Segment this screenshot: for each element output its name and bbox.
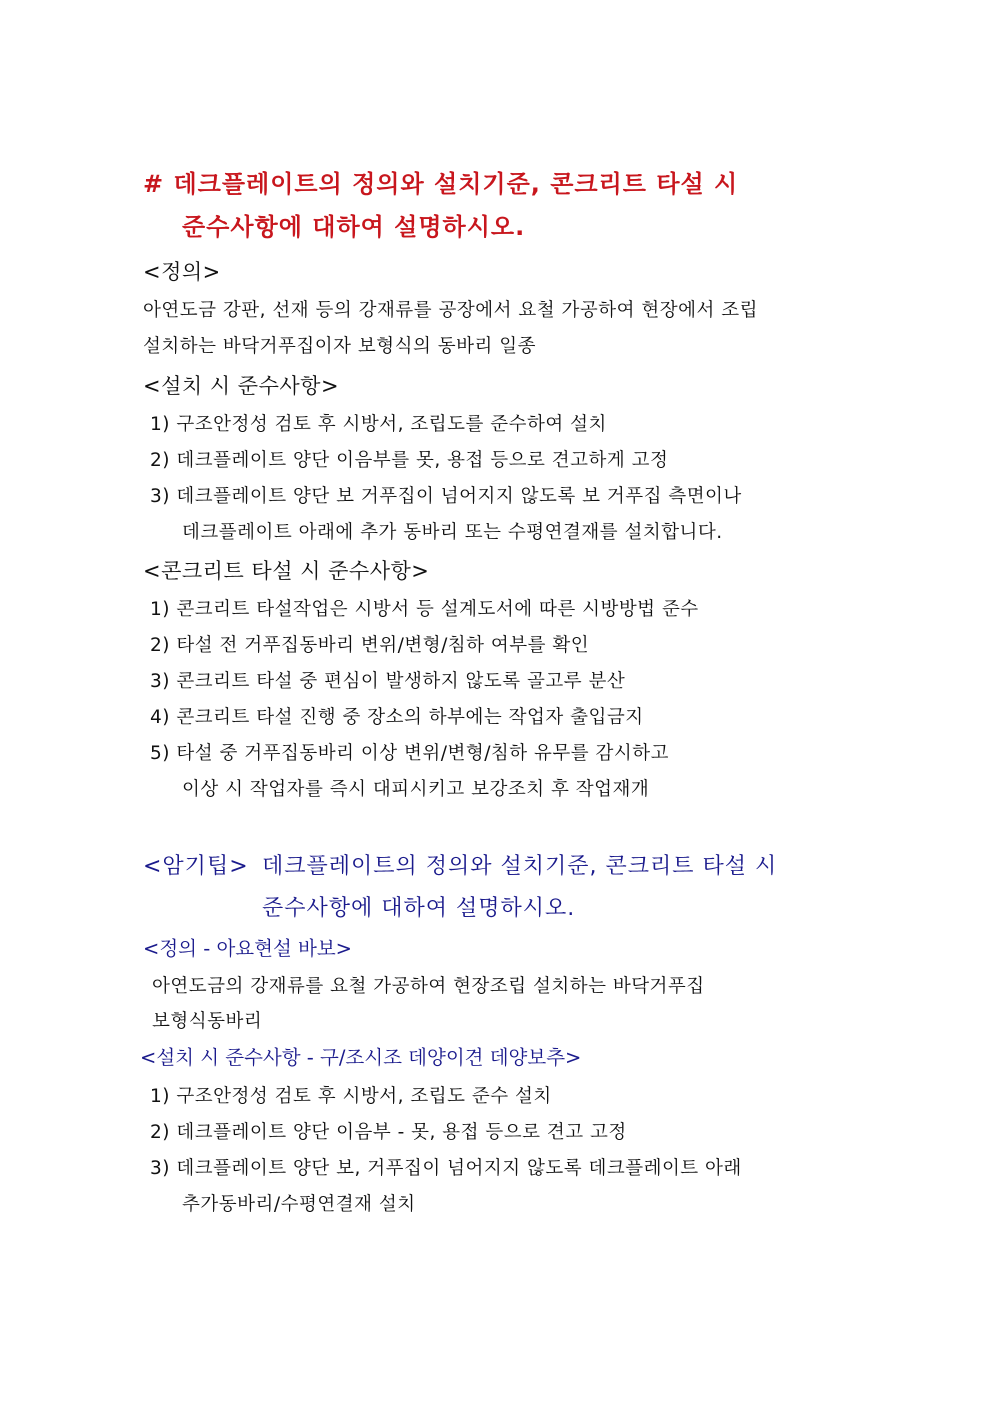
tip-label: <암기팁> — [143, 854, 249, 879]
tip-title-line1: 데크플레이트의 정의와 설치기준, 콘크리트 타설 시 — [262, 854, 778, 879]
tip-install-item: 1) 구조안정성 검토 후 시방서, 조립도 준수 설치 — [150, 1086, 552, 1107]
tip-definition-line: 보형식동바리 — [152, 1011, 263, 1032]
tip-install-item: 2) 데크플레이트 양단 이음부 - 못, 용접 등으로 견고 고정 — [150, 1122, 627, 1143]
definition-line: 아연도금 강판, 선재 등의 강재류를 공장에서 요철 가공하여 현장에서 조립 — [143, 300, 758, 321]
definition-line: 설치하는 바닥거푸집이자 보형식의 동바리 일종 — [143, 336, 536, 357]
tip-install-item: 3) 데크플레이트 양단 보, 거푸집이 넘어지지 않도록 데크플레이트 아래 — [150, 1158, 742, 1179]
concrete-item-continuation: 이상 시 작업자를 즉시 대피시키고 보강조치 후 작업재개 — [182, 779, 650, 800]
install-heading: <설치 시 준수사항> — [143, 374, 340, 398]
concrete-item: 5) 타설 중 거푸집동바리 이상 변위/변형/침하 유무를 감시하고 — [150, 743, 670, 764]
tip-install-heading: <설치 시 준수사항 - 구/조시조 데양이견 데양보추> — [140, 1046, 582, 1069]
page-title-line1: # 데크플레이트의 정의와 설치기준, 콘크리트 타설 시 — [143, 170, 739, 198]
install-item: 3) 데크플레이트 양단 보 거푸집이 넘어지지 않도록 보 거푸집 측면이나 — [150, 486, 742, 507]
tip-definition-line: 아연도금의 강재류를 요철 가공하여 현장조립 설치하는 바닥거푸집 — [152, 976, 705, 997]
tip-definition-heading: <정의 - 아요현설 바보> — [143, 937, 353, 960]
install-item: 1) 구조안정성 검토 후 시방서, 조립도를 준수하여 설치 — [150, 414, 607, 435]
concrete-item: 1) 콘크리트 타설작업은 시방서 등 설계도서에 따른 시방방법 준수 — [150, 599, 699, 620]
definition-heading: <정의> — [143, 260, 221, 284]
concrete-heading: <콘크리트 타설 시 준수사항> — [143, 559, 430, 583]
tip-install-item-continuation: 추가동바리/수평연결재 설치 — [182, 1194, 416, 1215]
concrete-item: 2) 타설 전 거푸집동바리 변위/변형/침하 여부를 확인 — [150, 635, 590, 656]
tip-title-line2: 준수사항에 대하여 설명하시오. — [262, 896, 576, 921]
concrete-item: 3) 콘크리트 타설 중 편심이 발생하지 않도록 골고루 분산 — [150, 671, 626, 692]
install-item-continuation: 데크플레이트 아래에 추가 동바리 또는 수평연결재를 설치합니다. — [182, 522, 723, 543]
concrete-item: 4) 콘크리트 타설 진행 중 장소의 하부에는 작업자 출입금지 — [150, 707, 644, 728]
page-title-line2: 준수사항에 대하여 설명하시오. — [182, 213, 526, 241]
install-item: 2) 데크플레이트 양단 이음부를 못, 용접 등으로 견고하게 고정 — [150, 450, 669, 471]
